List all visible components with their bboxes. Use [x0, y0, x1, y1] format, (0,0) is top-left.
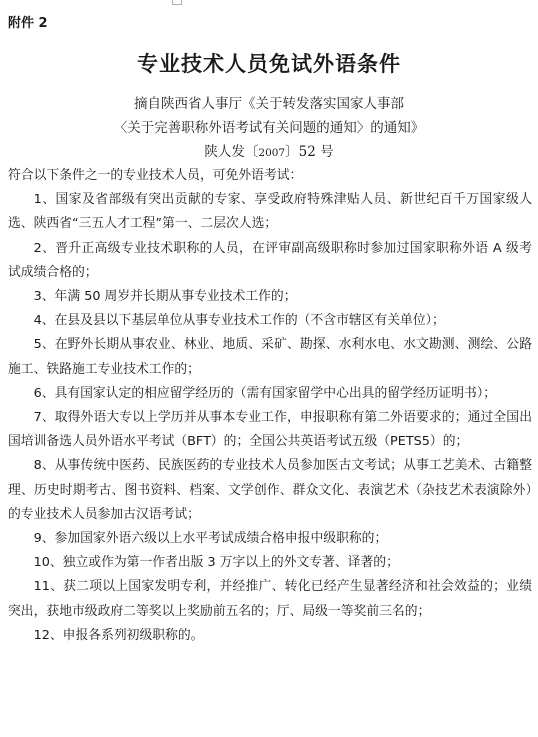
- condition-item-10: 10、独立或作为第一作者出版 3 万字以上的外文专著、译著的；: [33, 555, 399, 571]
- document-number: [0, 140, 538, 160]
- intro-paragraph: 符合以下条件之一的专业技术人员，可免外语考试：: [8, 168, 303, 183]
- document-number-suffix: 〕52 号: [285, 144, 334, 160]
- document-body: [8, 164, 532, 648]
- document-title: 专业技术人员免试外语条件: [137, 52, 401, 76]
- condition-item-2: 2、晋升正高级专业技术职称的人员，在评审副高级职称时参加过国家职称外语 A 级考试成绩合格的；: [8, 240, 532, 280]
- attachment-label: 附件 2: [8, 16, 48, 31]
- page-margin-marker: [172, 0, 182, 5]
- condition-item-8: 8、从事传统中医药、民族医药的专业技术人员参加医古文考试；从事工艺美术、古籍整理、历史时期考古、图书资料、档案、文学创作、群众文化、表演艺术（杂技艺术表演除外）的专业技术人员参加古汉语考试；: [8, 458, 532, 522]
- condition-item-1: 1、国家及省部级有突出贡献的专家、享受政府特殊津贴人员、新世纪百千万国家级人选、陕西省“三五人才工程”第一、二层次人选；: [8, 192, 532, 232]
- condition-item-12: 12、申报各系列初级职称的。: [33, 627, 204, 643]
- condition-item-7: 7、取得外语大专以上学历并从事本专业工作，申报职称有第二外语要求的；通过全国出国培训备选人员外语水平考试（BFT）的；全国公共英语考试五级（PETS5）的；: [8, 410, 532, 450]
- condition-item-9: 9、参加国家外语六级以上水平考试成绩合格申报中级职称的；: [33, 531, 388, 547]
- condition-item-11: 11、获二项以上国家发明专利，并经推广、转化已经产生显著经济和社会效益的；业绩突出，获地市级政府二等奖以上奖励前五名的；厅、局级一等奖前三名的；: [8, 579, 532, 619]
- subtitle-line-1: 摘自陕西省人事厅《关于转发落实国家人事部: [134, 96, 404, 112]
- subtitle-line-2: 〈关于完善职称外语考试有关问题的通知〉的通知》: [113, 120, 425, 136]
- document-number-year: 2007: [258, 147, 286, 159]
- condition-item-5: 5、在野外长期从事农业、林业、地质、采矿、勘探、水利水电、水文勘测、测绘、公路施工、铁路施工专业技术工作的；: [8, 337, 532, 377]
- condition-item-3: 3、年满 50 周岁并长期从事专业技术工作的；: [33, 289, 297, 305]
- condition-item-6: 6、具有国家认定的相应留学经历的（需有国家留学中心出具的留学经历证明书）；: [33, 385, 497, 401]
- document-number-prefix: 陕人发〔: [204, 144, 259, 160]
- condition-item-4: 4、在县及县以下基层单位从事专业技术工作的（不含市辖区有关单位）；: [33, 313, 445, 329]
